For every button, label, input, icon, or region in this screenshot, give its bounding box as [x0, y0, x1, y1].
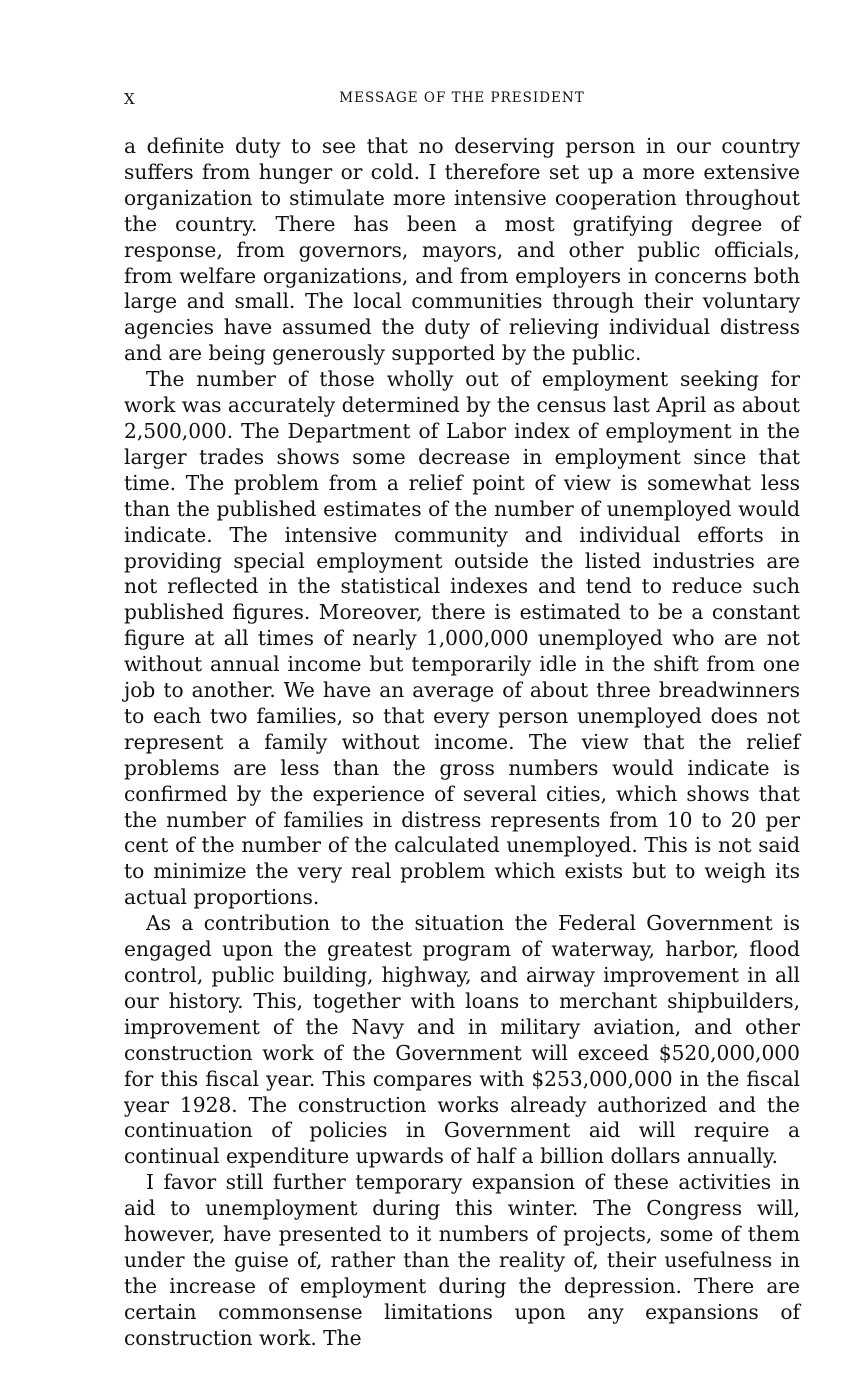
- page-number: X: [124, 90, 136, 108]
- paragraph-unemployment-census: The number of those wholly out of employment seeking for work was accurately determined by the census last April as about 2,500,000. The Department of Labor index of employment in the larger trades shows some decrease in employment since that time. The problem from a relief point of view is somewhat less than the published estimates of the number of unemployed would indicate. The intensive community and individual efforts in providing special employment outside the listed industries are not reflected in the statistical indexes and tend to reduce such published figures. Moreover, there is estimated to be a constant figure at all times of nearly 1,000,000 unemployed who are not without annual income but temporarily idle in the shift from one job to another. We have an average of about three breadwinners to each two families, so that every person unemployed does not represent a family without income. The view that the relief problems are less than the gross numbers would indicate is confirmed by the experience of several cities, which shows that the number of families in distress represents from 10 to 20 per cent of the number of the calculated unemployed. This is not said to minimize the very real problem which exists but to weigh its actual proportions.: [124, 367, 800, 910]
- body-text: [124, 134, 800, 1352]
- paragraph-federal-construction: As a contribution to the situation the Federal Government is engaged upon the greatest program of waterway, harbor, flood control, public building, highway, and airway improvement in all our history. This, together with loans to merchant shipbuilders, improvement of the Navy and in military aviation, and other construction work of the Government will exceed $520,000,000 for this fiscal year. This compares with $253,000,000 in the fiscal year 1928. The construction works already authorized and the continuation of policies in Government aid will require a continual expenditure upwards of half a billion dollars annually.: [124, 911, 800, 1169]
- page-header: [124, 90, 800, 114]
- paragraph-continued: a definite duty to see that no deserving person in our country suffers from hunger or cold. I therefore set up a more extensive organization to stimulate more intensive cooperation throughout the country. There has been a most gratifying degree of response, from governors, mayors, and other public officials, from welfare organizations, and from employers in concerns both large and small. The local communities through their voluntary agencies have assumed the duty of relieving individual distress and are being generously supported by the public.: [124, 134, 800, 366]
- paragraph-temporary-expansion: I favor still further temporary expansion of these activities in aid to unemployment during this winter. The Congress will, however, have presented to it numbers of projects, some of them under the guise of, rather than the reality of, their usefulness in the increase of employment during the depression. There are certain commonsense limitations upon any expansions of construction work. The: [124, 1170, 800, 1350]
- running-head: MESSAGE OF THE PRESIDENT: [339, 90, 585, 106]
